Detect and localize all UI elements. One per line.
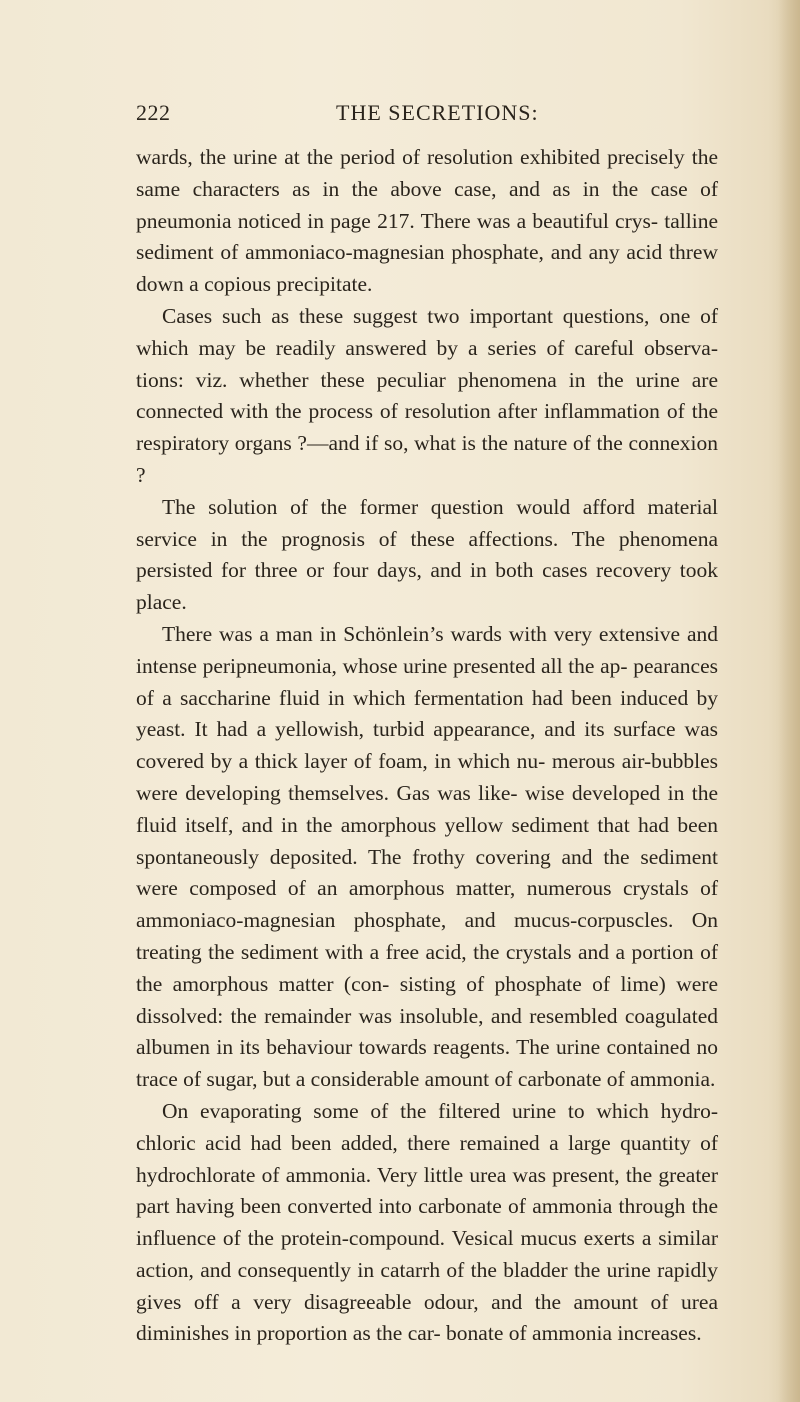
page-number: 222 (136, 100, 171, 125)
paragraph-2: Cases such as these suggest two important questions, one of which may be readily answered by a series of careful observa- tions: viz. whether these peculiar phenomena in the urine are connected with the process of resolution after inflammation of the respiratory organs ?—and if so, what is the nature of the connexion ? (136, 303, 718, 487)
paragraph-3: The solution of the former question would afford material service in the prognosis of these affections. The phenomena persisted for three or four days, and in both cases recovery took place. (136, 494, 718, 615)
running-title: THE SECRETIONS: (336, 100, 539, 125)
paragraph-5: On evaporating some of the filtered urine to which hydro- chloric acid had been added, there remained a large quantity of hydrochlorate of ammonia. Very little urea was present, the greater part having been converted into carbonate of ammonia through the influence of the protein-compound. Vesical mucus exerts a similar action, and consequently in catarrh of the bladder the urine rapidly gives off a very disagreeable odour, and the amount of urea diminishes in proportion as the car- bonate of ammonia increases. (136, 1098, 718, 1346)
paragraph-4: There was a man in Schönlein’s wards with very extensive and intense peripneumonia, whose urine presented all the ap- pearances of a saccharine fluid in which fermentation had been induced by yeast. It had a yellowish, turbid appearance, and its surface was covered by a thick layer of foam, in which nu- merous air-bubbles were developing themselves. Gas was like- wise developed in the fluid itself, and in the amorphous yellow sediment that had been spontaneously deposited. The frothy covering and the sediment were composed of an amorphous matter, numerous crystals of ammoniaco-magnesian phosphate, and mucus-corpuscles. On treating the sediment with a free acid, the crystals and a portion of the amorphous matter (con- sisting of phosphate of lime) were dissolved: the remainder was insoluble, and resembled coagulated albumen in its behaviour towards reagents. The urine contained no trace of sugar, but a considerable amount of carbonate of ammonia. (136, 621, 718, 1092)
page-header (136, 100, 718, 134)
paragraph-1: wards, the urine at the period of resolution exhibited precisely the same characters as in the above case, and as in the case of pneumonia noticed in page 217. There was a beautiful crys- talline sediment of ammoniaco-magnesian phosphate, and any acid threw down a copious precipitate. (136, 145, 718, 297)
page-edge-shadow (778, 0, 800, 1402)
body-text (136, 142, 718, 1350)
